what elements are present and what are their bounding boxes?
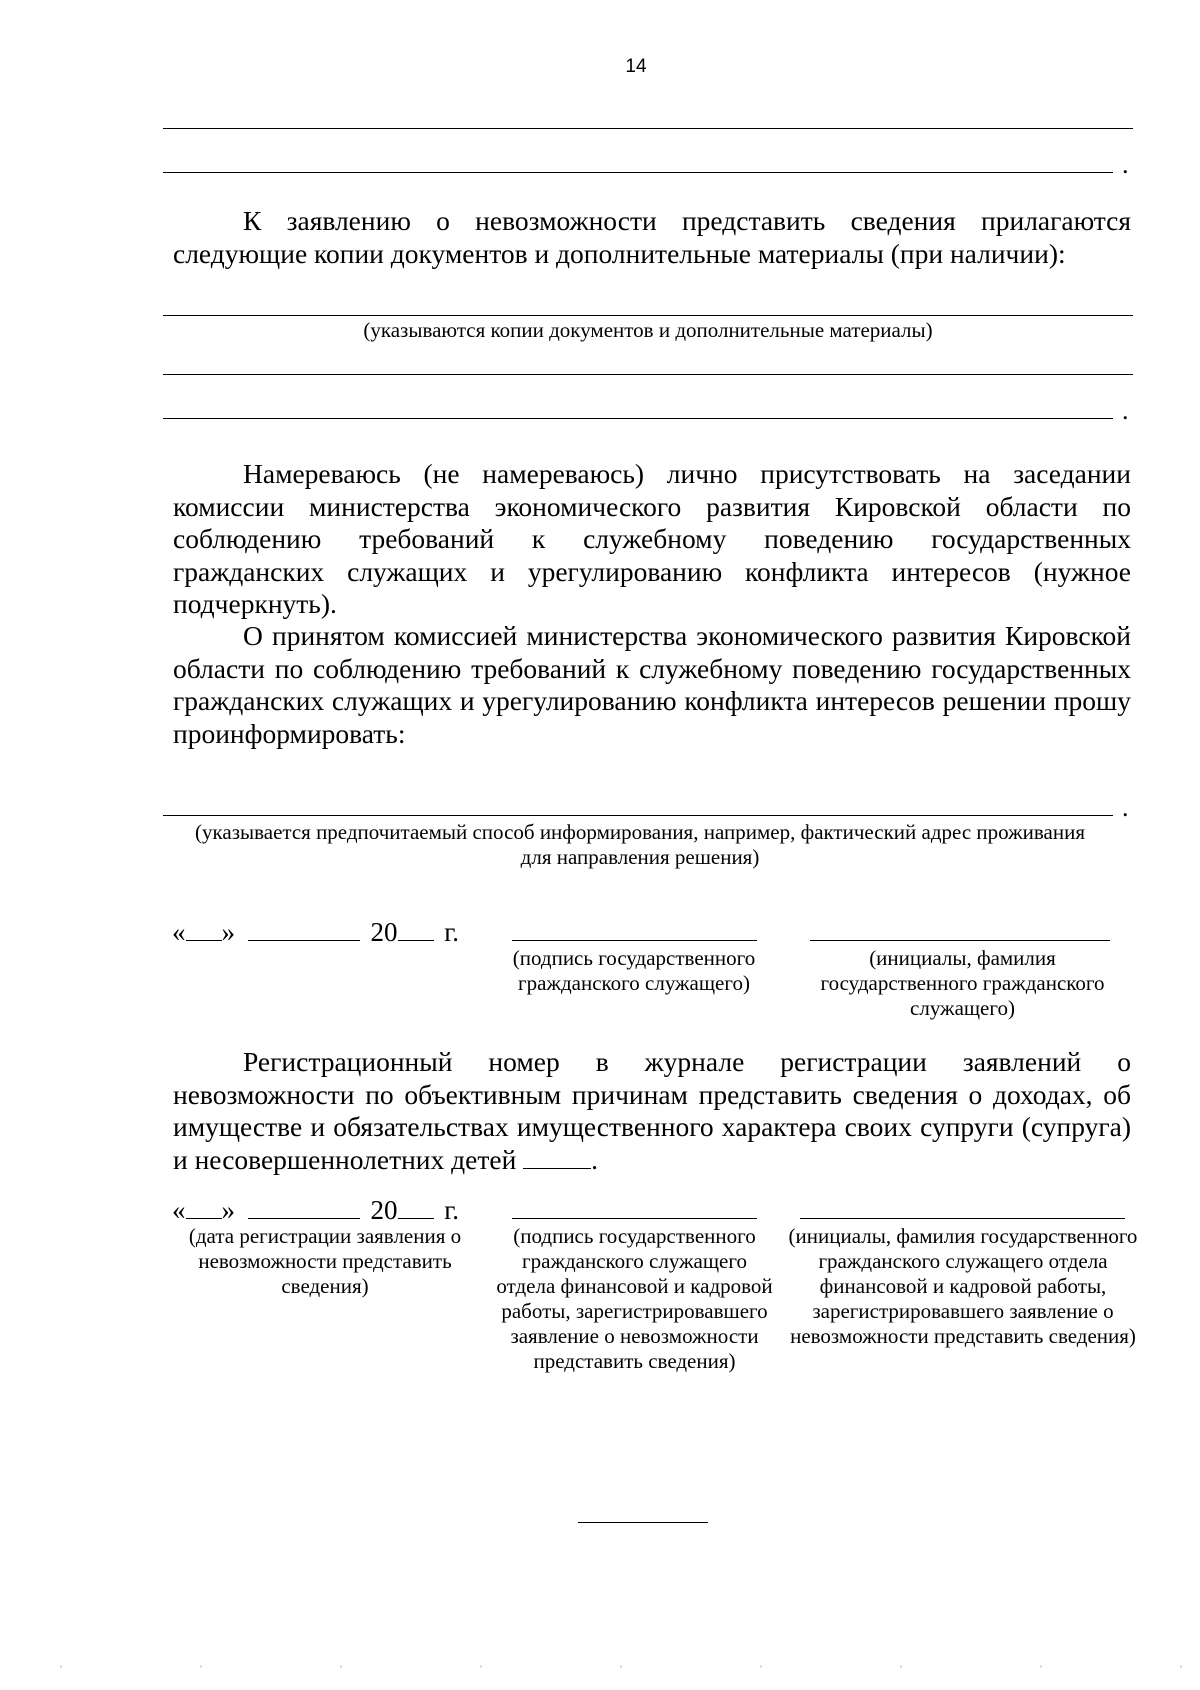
signature-line [512,940,757,941]
name-caption: (инициалы, фамилия государственного гражданского служащего) [820,946,1105,1020]
open-quote: « [172,917,186,947]
month-blank [248,1196,360,1219]
signature-caption: (подпись государственного гражданского служащего) [512,946,756,995]
trailing-dot: . [1122,150,1129,179]
blank-line [163,128,1133,129]
close-quote: » [221,1195,235,1225]
year-prefix: 20 [370,917,398,947]
year-prefix: 20 [370,1195,398,1225]
blank-line [163,418,1113,419]
blank-line [163,315,1133,316]
date-field [172,917,459,947]
registration-paragraph [173,1046,1131,1176]
notification-paragraph: О принятом комиссией министерства экономического развития Кировской области по соблюдению требований к служебному поведению государственных гражданских служащих и урегулированию конфликта интересов решении прошу проинформировать: [173,620,1131,749]
attendance-paragraph: Намереваюсь (не намереваюсь) лично присутствовать на заседании комиссии министерства экономического развития Кировской области по соблюдению требований к служебному поведению государственных гражданских служащих и урегулированию конфликта интересов (нужное подчеркнуть). [173,458,1131,619]
blank-line [163,374,1133,375]
trailing-dot: . [1122,396,1129,425]
year-blank [398,1196,434,1219]
closing-separator [578,1522,708,1523]
open-quote: « [172,1195,186,1225]
registrar-name-caption: (инициалы, фамилия государственного гражданского служащего отдела финансовой и кадровой работы, зарегистрировавшего заявление о невозможности представить сведения) [788,1224,1138,1348]
scan-artifact [0,1665,1200,1668]
year-suffix: г. [444,917,460,947]
attachments-paragraph: К заявлению о невозможности представить сведения прилагаются следующие копии документов и дополнительные материалы (при наличии): [173,205,1131,269]
page-number: 14 [625,56,647,77]
registration-date-field [172,1195,459,1225]
signature-line [512,1218,757,1219]
registration-number-blank [523,1146,591,1169]
registration-date-caption: (дата регистрации заявления о невозможности представить сведения) [188,1224,462,1298]
day-blank [186,1196,222,1219]
trailing-dot: . [1122,793,1129,822]
name-line [810,940,1110,941]
name-line [800,1218,1125,1219]
month-blank [248,918,360,941]
close-quote: » [221,917,235,947]
registrar-signature-caption: (подпись государственного гражданского служащего отдела финансовой и кадровой работы, зарегистрировавшего заявление о невозможности представить сведения) [496,1224,773,1373]
year-blank [398,918,434,941]
blank-line [163,815,1113,816]
day-blank [186,918,222,941]
registration-text: Регистрационный номер в журнале регистрации заявлений о невозможности по объективным причинам представить сведения о доходах, об имуществе и обязательствах имущественного характера своих супруги (супруга) и несовершеннолетних детей [173,1046,1131,1175]
registration-dot: . [591,1143,599,1175]
attachments-caption: (указываются копии документов и дополнительные материалы) [363,318,933,342]
notification-caption: (указывается предпочитаемый способ информирования, например, фактический адрес проживания для направления решения) [195,820,1085,869]
blank-line [163,172,1113,173]
year-suffix: г. [444,1195,460,1225]
